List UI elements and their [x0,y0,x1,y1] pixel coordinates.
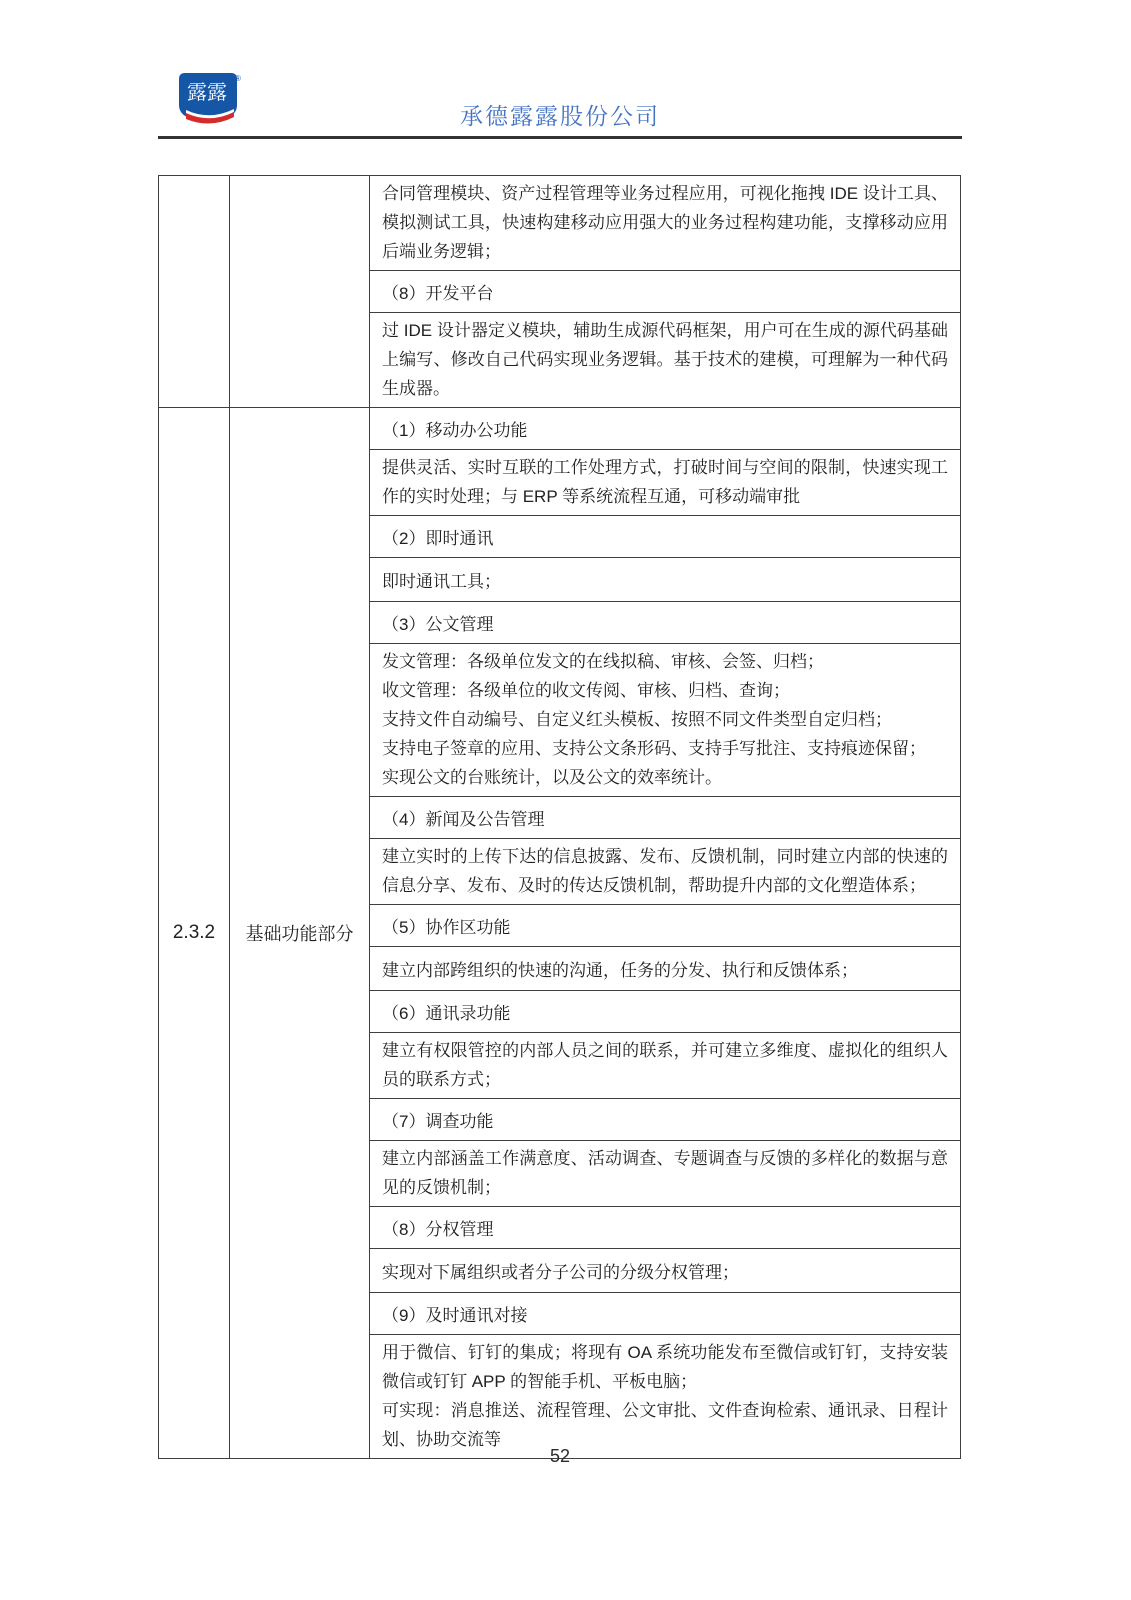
table-group-232 [159,407,960,1458]
table-row [370,176,960,271]
table-row [370,558,960,602]
row-text-line: 发文管理：各级单位发文的在线拟稿、审核、会签、归档； [382,652,824,671]
section-title-cell: 基础功能部分 [230,408,370,1458]
company-title: 承德露露股份公司 [460,103,660,129]
table-row [370,991,960,1033]
row-text: 过 IDE 设计器定义模块，辅助生成源代码框架，用户可在生成的源代码基础上编写、修改自己代码实现业务逻辑。基于技术的建模，可理解为一种代码生成器。 [382,321,948,398]
table-row [370,1099,960,1141]
row-text: 合同管理模块、资产过程管理等业务过程应用，可视化拖拽 IDE 设计工具、模拟测试工具，快速构建移动应用强大的业务过程构建功能，支撑移动应用后端业务逻辑； [382,184,948,261]
row-text-line: 收文管理：各级单位的收文传阅、审核、归档、查询； [382,681,790,700]
table-row [370,644,960,797]
row-text: 建立有权限管控的内部人员之间的联系，并可建立多维度、虚拟化的组织人员的联系方式； [382,1041,948,1089]
table-row [370,797,960,839]
table-row [370,1335,960,1458]
row-text: （5）协作区功能 [382,918,511,937]
row-text: （2）即时通讯 [382,529,494,548]
table-row [370,1141,960,1207]
table-row [370,1033,960,1099]
section-number-cell: 2.3.2 [159,408,230,1458]
row-text: （7）调查功能 [382,1112,494,1131]
row-text: （3）公文管理 [382,615,494,634]
table-row [370,450,960,516]
row-text: （1）移动办公功能 [382,421,528,440]
table-group-continued [159,176,960,407]
document-table [158,175,961,1459]
row-text-line: 用于微信、钉钉的集成；将现有 OA 系统功能发布至微信或钉钉，支持安装微信或钉钉 APP 的智能手机、平板电脑； [382,1343,948,1391]
table-row [370,1293,960,1335]
row-text-line: 支持电子签章的应用、支持公文条形码、支持手写批注、支持痕迹保留； [382,739,926,758]
table-row [370,1207,960,1249]
table-row [370,839,960,905]
row-text: 即时通讯工具； [382,572,501,591]
table-row [370,516,960,558]
table-row [370,602,960,644]
table-row [370,271,960,313]
row-text: 提供灵活、实时互联的工作处理方式，打破时间与空间的限制，快速实现工作的实时处理；与 ERP 等系统流程互通，可移动端审批 [382,458,948,506]
table-row [370,905,960,947]
row-text: 实现对下属组织或者分子公司的分级分权管理； [382,1263,739,1282]
table-row [370,1249,960,1293]
row-text-line: 支持文件自动编号、自定义红头模板、按照不同文件类型自定归档； [382,710,892,729]
svg-text:露露: 露露 [187,80,227,104]
row-text-line: 实现公文的台账统计，以及公文的效率统计。 [382,768,722,787]
page-number: 52 [549,1446,571,1466]
row-text: （8）分权管理 [382,1220,494,1239]
row-text: （9）及时通讯对接 [382,1306,528,1325]
row-text: 建立内部跨组织的快速的沟通，任务的分发、执行和反馈体系； [382,961,858,980]
table-row [370,947,960,991]
table-row [370,408,960,450]
header-rule [158,136,962,139]
row-text: （4）新闻及公告管理 [382,810,545,829]
section-title-cell [230,176,370,407]
row-text: （6）通讯录功能 [382,1004,511,1023]
registered-trademark-icon: ® [235,74,241,83]
row-text: （8）开发平台 [382,284,494,303]
row-text-line: 可实现：消息推送、流程管理、公文审批、文件查询检索、通讯录、日程计划、协助交流等 [382,1401,948,1449]
section-number-cell [159,176,230,407]
table-row [370,313,960,407]
row-text: 建立实时的上传下达的信息披露、发布、反馈机制，同时建立内部的快速的信息分享、发布、及时的传达反馈机制，帮助提升内部的文化塑造体系； [382,847,948,895]
row-text: 建立内部涵盖工作满意度、活动调查、专题调查与反馈的多样化的数据与意见的反馈机制； [382,1149,948,1197]
